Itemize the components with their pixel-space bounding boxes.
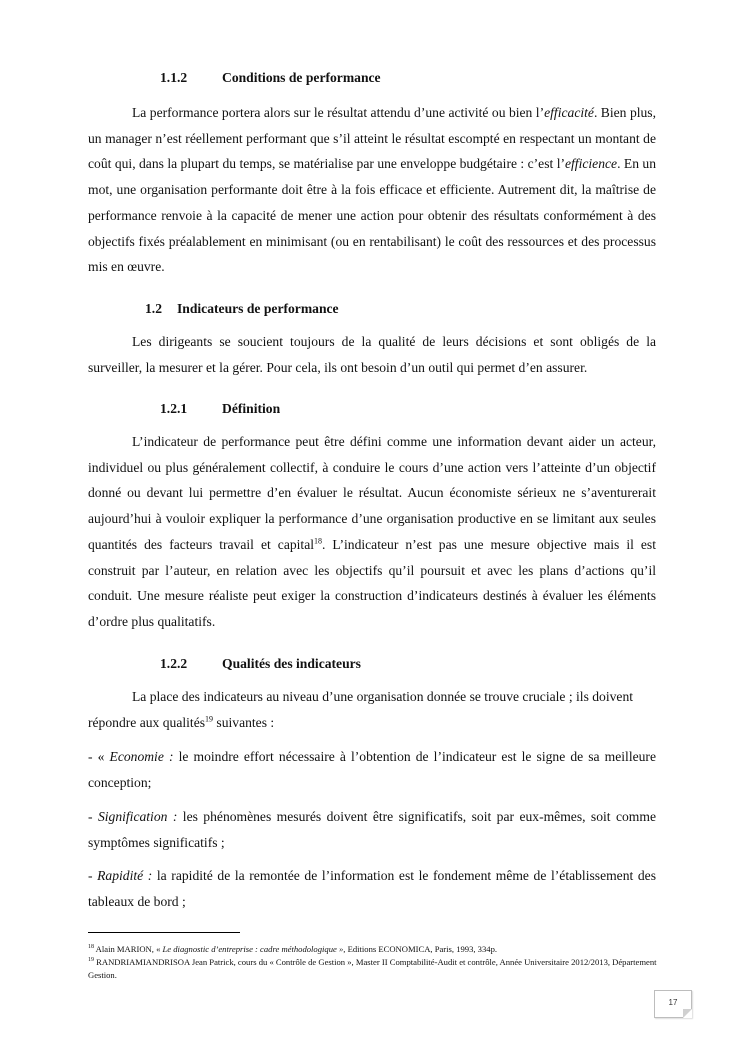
bullet-term: Signification :	[97, 809, 178, 824]
section-number: 1.2	[145, 301, 162, 316]
bullet-term: Rapidité :	[97, 868, 153, 883]
footnote-reference[interactable]: 18	[314, 536, 323, 546]
footnote-text: , Editions ECONOMICA, Paris, 1993, 334p.	[343, 944, 498, 954]
text-run: Les dirigeants se soucient toujours de la qualité de leurs décisions et sont obligés de la surveiller, la mesurer et la gérer. Pour cela, ils ont besoin d’un outil qui permet d’en assurer.	[88, 334, 656, 375]
paragraph-qualities	[88, 684, 656, 735]
emphasis-efficacite: efficacité	[544, 105, 594, 120]
bullet-prefix: -	[88, 868, 98, 883]
text-run: . En un mot, une organisation performante doit être à la fois efficace et efficiente. Autrement dit, la maîtrise de performance renvoie à la capacité de mener une action pour obtenir des résultats conformément à des objectifs fixés préalablement en minimisant (ou en rentabilisant) le coût des ressources et des processus mis en œuvre.	[88, 156, 656, 275]
list-item-rapidite	[88, 863, 656, 914]
text-run: . L’indicateur n’est pas une mesure objective mais il est construit par l’auteur, en relation avec les objectifs qu’il poursuit et avec les plans d’actions qu’il conduit. Une mesure réaliste peut exiger la construction d’indicateurs destinés à évaluer les éléments d’ordre plus qualitatifs.	[88, 536, 656, 629]
footnote-number: 18	[88, 944, 94, 951]
emphasis-efficience: efficience	[565, 156, 618, 172]
section-title: Qualités des indicateurs	[222, 656, 361, 671]
section-heading-1-1-2	[160, 70, 560, 88]
footnote-18	[88, 943, 660, 956]
bullet-term: Economie :	[109, 749, 174, 764]
text-run: La performance portera alors sur le résultat attendu d’une activité ou bien l’	[132, 105, 545, 120]
list-item-signification	[88, 804, 656, 855]
footnote-title: Le diagnostic d’entreprise : cadre méthodologique »	[162, 944, 344, 954]
section-number: 1.2.1	[160, 401, 188, 416]
section-heading-1-2-1	[160, 401, 560, 419]
page-number	[654, 990, 692, 1018]
section-title: Indicateurs de performance	[177, 301, 339, 316]
section-title: Définition	[222, 401, 281, 416]
list-item-economie	[88, 744, 656, 795]
paragraph-leaders	[88, 329, 656, 380]
text-run: La place des indicateurs au niveau d’une organisation donnée se trouve cruciale ; ils doivent répondre aux qualités	[88, 689, 634, 730]
page-curl-icon	[683, 1009, 692, 1018]
text-run: . Bien plus, un manager n’est réellement performant que s’il atteint le résultat escompté en respectant un montant de coût qui, dans la plupart du temps, se matérialise par une enveloppe budgétaire : c’est l’	[88, 105, 656, 172]
section-title: Conditions de performance	[222, 70, 381, 85]
footnote-number: 19	[88, 957, 94, 964]
page-number-value: 17	[668, 998, 678, 1007]
footnote-separator	[88, 932, 240, 933]
paragraph-performance-conditions	[88, 100, 656, 280]
paragraph-definition	[88, 429, 656, 635]
text-run: suivantes :	[213, 714, 275, 730]
footnote-19	[88, 956, 660, 981]
section-heading-1-2	[145, 301, 545, 319]
text-run: L’indicateur de performance peut être défini comme une information devant aider un acteur, individuel ou plus généralement collectif, à conduire le cours d’une action vers l’atteinte d’un objectif donné ou devant lui permettre d’en évaluer le résultat. Aucun économiste sérieux ne s’aventurerait aujourd’hui à vouloir expliquer la performance d’une organisation productive en se limitant aux seules quantités des facteurs travail et capital	[88, 434, 656, 552]
footnote-text: RANDRIAMIANDRISOA Jean Patrick, cours du « Contrôle de Gestion », Master II Comptabilité-Audit et contrôle, Année Universitaire 2012/2013, Département Gestion.	[88, 957, 657, 980]
bullet-text: les phénomènes mesurés doivent être significatifs, soit par eux-mêmes, soit comme symptômes significatifs ;	[88, 809, 656, 850]
section-number: 1.2.2	[160, 656, 188, 671]
footnote-text: Alain MARION, «	[94, 944, 163, 954]
bullet-prefix: -	[88, 809, 98, 824]
section-number: 1.1.2	[160, 70, 188, 85]
bullet-text: le moindre effort nécessaire à l’obtention de l’indicateur est le signe de sa meilleure conception;	[88, 749, 656, 790]
bullet-text: la rapidité de la remontée de l’information est le fondement même de l’établissement des tableaux de bord ;	[88, 868, 656, 909]
bullet-prefix: - «	[88, 749, 110, 764]
footnote-reference[interactable]: 19	[205, 714, 214, 724]
section-heading-1-2-2	[160, 656, 560, 674]
